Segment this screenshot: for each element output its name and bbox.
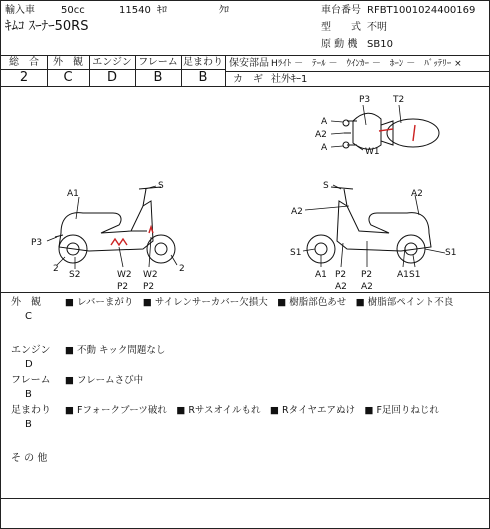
label-right-a2b: A2 [361, 282, 373, 292]
grade-header-engine: エンジン [92, 57, 132, 68]
label-right-s1-right: S1 [445, 248, 457, 258]
label-top-a-lower: A [321, 143, 328, 153]
engine-model-label: 原 動 機 [321, 39, 358, 50]
grade-header-overall: 総 合 [9, 57, 39, 68]
section-suspension-label: 足まわり [11, 405, 51, 416]
model-name: ｷﾑｺ ｽｰﾅｰ50RS [5, 19, 89, 34]
label-left-w2b: W2 [143, 270, 158, 280]
section-frame-label: フレーム [11, 375, 51, 386]
mileage-unit: ｷﾛ [157, 5, 167, 16]
section-engine-grade: D [25, 359, 33, 370]
label-right-s: S [323, 181, 329, 191]
label-left-2a: 2 [53, 264, 59, 274]
label-left-s: S [158, 181, 164, 191]
grade-overall: 2 [19, 70, 29, 85]
equipment-label: 保安部品 [229, 58, 269, 69]
frame-no-label: 車台番号 [321, 5, 361, 16]
label-right-a2-top: A2 [411, 189, 423, 199]
import-label: 輸入車 [5, 5, 35, 16]
label-top-a-upper: A [321, 117, 328, 127]
label-left-p2b: P2 [143, 282, 155, 292]
section-frame-grade: B [25, 389, 32, 400]
label-left-w2a: W2 [117, 270, 132, 280]
frame-no: RFBT1001024400169 [367, 5, 476, 16]
label-left-p3: P3 [31, 238, 43, 248]
section-frame-text: ■ フレームさび中 [65, 375, 144, 386]
label-left-2b: 2 [179, 264, 185, 274]
grade-suspension: B [198, 70, 208, 85]
damage-diagram [1, 1, 489, 528]
color: ｸﾛ [219, 5, 229, 16]
mileage: 11540 [119, 5, 151, 16]
engine-model: SB10 [367, 39, 393, 50]
section-other-label: そ の 他 [11, 453, 48, 464]
label-right-s1b: S1 [409, 270, 421, 280]
displacement: 50cc [61, 5, 85, 16]
label-right-a1b: A1 [397, 270, 409, 280]
section-exterior-text: ■ レバーまがり ■ サイレンサーカバー欠損大 ■ 樹脂部色あせ ■ 樹脂部ペイント不良 [65, 297, 454, 308]
damage-marks [111, 125, 415, 245]
top-view-scooter [343, 113, 439, 149]
grade-header-exterior: 外 観 [53, 57, 83, 68]
model-type: 不明 [367, 22, 387, 33]
label-right-a2-mid: A2 [291, 207, 303, 217]
label-top-a2: A2 [315, 130, 327, 140]
section-engine-text: ■ 不動 キック問題なし [65, 345, 166, 356]
label-right-a2a: A2 [335, 282, 347, 292]
label-left-a1: A1 [67, 189, 79, 199]
section-suspension-grade: B [25, 419, 32, 430]
grade-header-suspension: 足まわり [183, 57, 223, 68]
label-left-s2: S2 [69, 270, 81, 280]
key-value: 社外ｷｰ1 [271, 74, 308, 85]
section-exterior-grade: C [25, 311, 32, 322]
label-left-p2a: P2 [117, 282, 129, 292]
label-top-t2: T2 [393, 95, 405, 105]
section-engine-label: エンジン [11, 345, 51, 356]
label-right-s1-left: S1 [290, 248, 302, 258]
grade-engine: D [106, 70, 117, 85]
section-suspension-text: ■ Fフォークブーツ破れ ■ Rサスオイルもれ ■ Rタイヤエアぬけ ■ F足回りねじれ [65, 405, 439, 416]
label-right-a1a: A1 [315, 270, 327, 280]
label-right-p2a: P2 [335, 270, 347, 280]
label-right-p2b: P2 [361, 270, 373, 280]
grade-header-frame: フレーム [138, 57, 178, 68]
model-type-label: 型 式 [321, 22, 361, 33]
key-label: カ ギ [233, 74, 263, 85]
label-top-p3: P3 [359, 95, 371, 105]
label-top-w1: W1 [365, 147, 380, 157]
section-exterior-label: 外 観 [11, 297, 41, 308]
grade-frame: B [153, 70, 163, 85]
equipment-items: Hﾗｲﾄ － ﾃｰﾙ － ｳｲﾝｶｰ － ﾎｰﾝ － ﾊﾞｯﾃﾘｰ × [271, 59, 462, 69]
grade-exterior: C [63, 70, 73, 85]
